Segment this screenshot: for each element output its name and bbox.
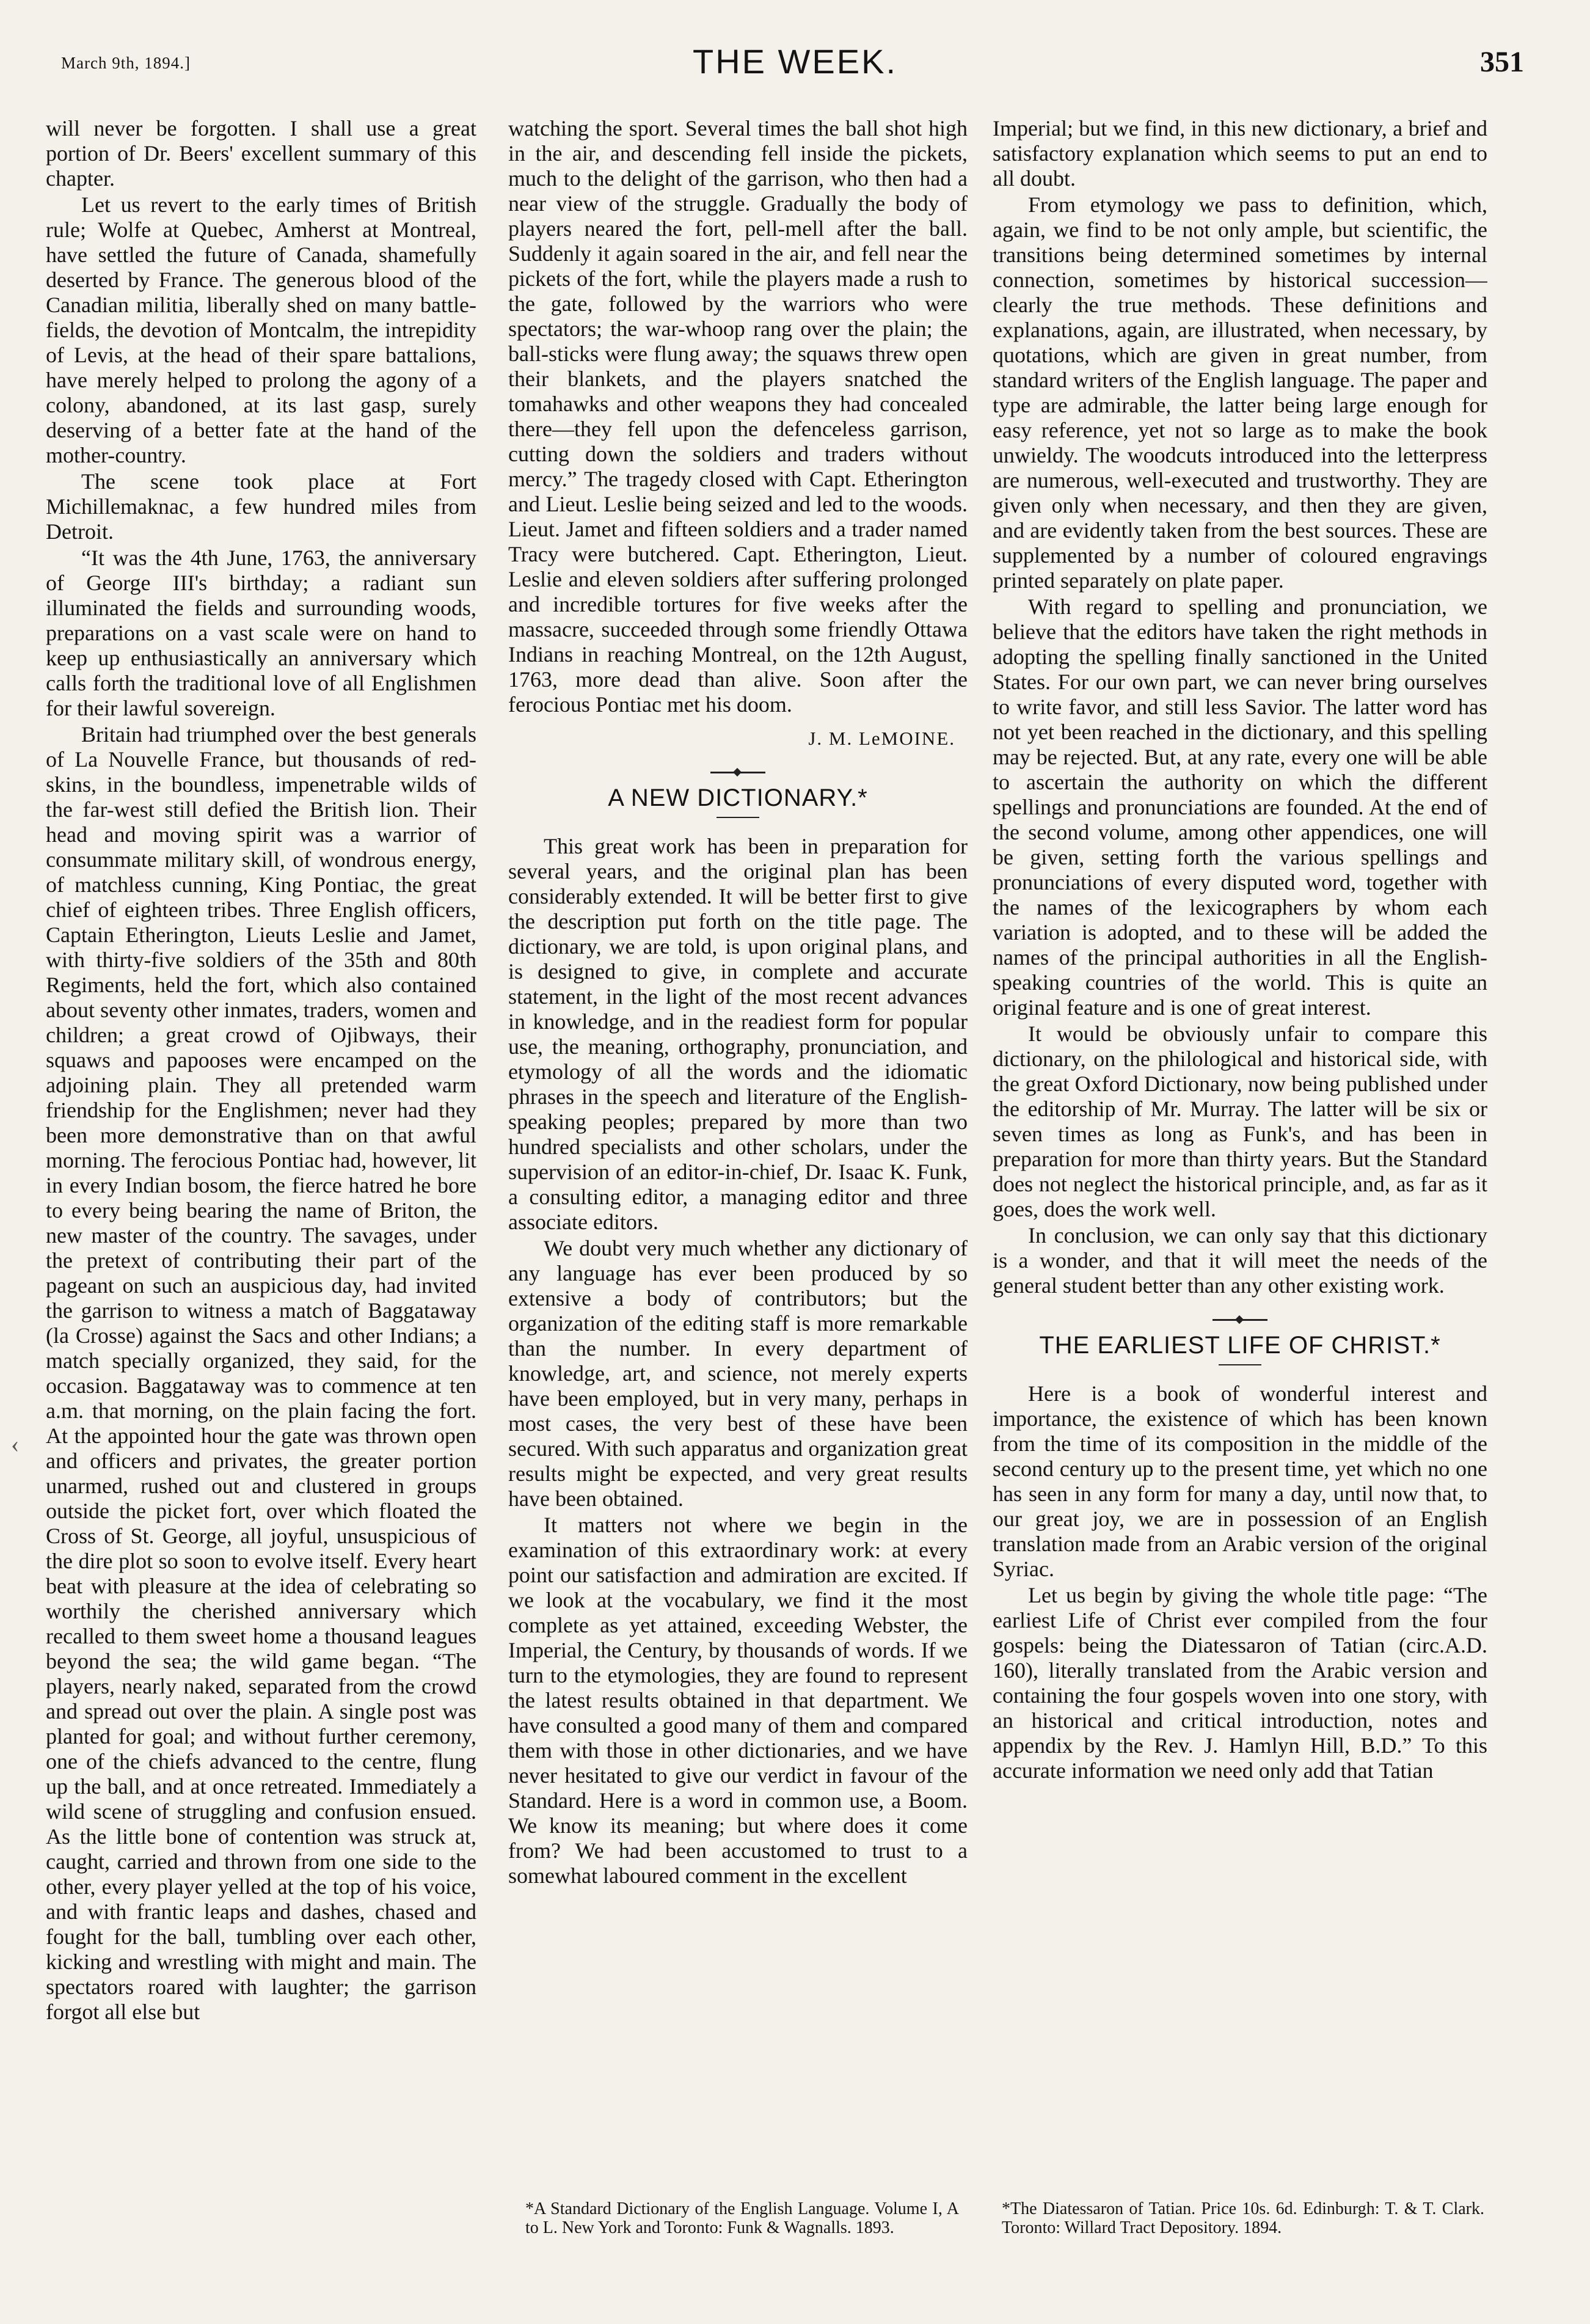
section-title-new-dictionary: A NEW DICTIONARY.* <box>608 784 868 811</box>
paragraph: will never be forgotten. I shall use a great portion of Dr. Beers' excellent summary of this chapter. <box>46 116 476 191</box>
paragraph: Let us revert to the early times of British rule; Wolfe at Quebec, Amherst at Montreal, have settled the future of Canada, shamefully deserted by France. The generous blood of the Canadian militia, liberally shed on many battle-fields, the devotion of Montcalm, the intrepidity of Levis, at the head of their spare battalions, have merely helped to prolong the agony of a colony, abandoned, at its last gasp, surely deserving of a better fate at the hand of the mother-country. <box>46 192 476 467</box>
footnote-dictionary: *A Standard Dictionary of the English Language. Volume I, A to L. New York and Toronto: Funk & Wagnalls. 1893. <box>525 2199 959 2237</box>
paragraph: It would be obviously unfair to compare this dictionary, on the philological and historical side, with the great Oxford Dictionary, now being published under the editorship of Mr. Murray. The latter will be six or seven times as long as Funk's, and has been in preparation for more than thirty years. But the Standard does not neglect the historical principle, and, as far as it goes, does the work well. <box>993 1021 1487 1221</box>
paragraph: Imperial; but we find, in this new dictionary, a brief and satisfactory explanation which seems to put an end to all doubt. <box>993 116 1487 191</box>
paragraph: With regard to spelling and pronunciation, we believe that the editors have taken the right methods in adopting the spelling finally sanctioned in the United States. For our own part, we can never bring ourselves to write favor, and still less Savior. The latter word has not yet been reached in the dictionary, and this spelling may be rejected. But, at any rate, every one will be able to ascertain the authority on which the different spellings and pronunciations are founded. At the end of the second volume, among other appendices, one will be given, setting forth the various spellings and pronunciations of every disputed word, together with the names of the lexicographers by whom each variation is adopted, and to these will be added the names of the principal authorities in all the English-speaking countries of the world. This is quite an original feature and is one of great interest. <box>993 594 1487 1020</box>
masthead-title: THE WEEK. <box>692 42 898 81</box>
paragraph: Britain had triumphed over the best generals of La Nouvelle France, but thousands of red-skins, in the boundless, impenetrable wilds of the far-west still defied the British lion. Their head and moving spirit was a warrior of consummate military skill, of wondrous energy, of matchless cunning, King Pontiac, the great chief of eighteen tribes. Three English officers, Captain Etherington, Lieuts Leslie and Jamet, with thirty-five soldiers of the 35th and 80th Regiments, held the fort, which also contained about seventy other inmates, traders, women and children; a great crowd of Ojibways, their squaws and papooses were encamped on the adjoining plain. They all pretended warm friendship for the Englishmen; never had they been more demonstrative than on that awful morning. The ferocious Pontiac had, however, lit in every Indian bosom, the fierce hatred he bore to every being bearing the name of Briton, the new master of the country. The savages, under the pretext of contributing their part of the pageant on such an auspicious day, had invited the garrison to witness a match of Baggataway (la Crosse) against the Sacs and other Indians; a match specially organized, they said, for the occasion. Baggataway was to commence at ten a.m. that morning, on the plain facing the fort. At the appointed hour the gate was thrown open and officers and privates, the greater portion unarmed, rushed out and clustered in groups outside the picket fort, over which floated the Cross of St. George, all joyful, unsuspicious of the dire plot so soon to evolve itself. Every heart beat with pleasure at the idea of celebrating so worthily the cherished anniversary which recalled to them sweet home a thousand leagues beyond the sea; the wild game began. “The players, nearly naked, separated from the crowd and spread out over the plain. A single post was planted for goal; and without further ceremony, one of the chiefs advanced to the centre, flung up the ball, and at once retreated. Immediately a wild scene of struggling and confusion ensued. As the little bone of contention was struck at, caught, carried and thrown from one side to the other, every player yelled at the top of his voice, and with frantic leaps and dashes, chased and fought for the ball, tumbling over each other, kicking and wrestling with might and main. The spectators roared with laughter; the garrison forgot all else but <box>46 722 476 2024</box>
title-rule <box>1219 1364 1261 1365</box>
author-signature: J. M. LeMOINE. <box>808 728 955 749</box>
paragraph: The scene took place at Fort Michillemaknac, a few hundred miles from Detroit. <box>46 469 476 544</box>
paragraph: It matters not where we begin in the examination of this extraordinary work: at every point our satisfaction and admiration are excited. If we look at the vocabulary, we find it the most complete as yet attained, exceeding Webster, the Imperial, the Century, by thousands of words. If we turn to the etymologies, they are found to represent the latest results obtained in that department. We have consulted a good many of them and compared them with those in other dictionaries, and we have never hesitated to give our verdict in favour of the Standard. Here is a word in common use, a Boom. We know its meaning; but where does it come from? We had been accustomed to trust to a somewhat laboured comment in the excellent <box>508 1513 968 1888</box>
section-title-earliest-life: THE EARLIEST LIFE OF CHRIST.* <box>1039 1332 1441 1359</box>
page-number: 351 <box>1480 46 1524 78</box>
paragraph: “It was the 4th June, 1763, the anniversary of George III's birthday; a radiant sun illuminated the fields and surrounding woods, preparations on a vast scale were on hand to keep up enthusiastically an anniversary which calls forth the traditional love of all Englishmen for their lawful sovereign. <box>46 546 476 720</box>
paragraph: From etymology we pass to definition, which, again, we find to be not only ample, but scientific, the transitions being determined sometimes by internal connection, sometimes by historical succession—clearly the true methods. These definitions and explanations, again, are illustrated, when necessary, by quotations, which are given in great number, from standard writers of the English language. The paper and type are admirable, the latter being large enough for easy reference, yet not so large as to make the book unwieldy. The woodcuts introduced into the letterpress are numerous, well-executed and trustworthy. They are given only when necessary, and then they are given, and are evidently taken from the best sources. These are supplemented by a number of coloured engravings printed separately on plate paper. <box>993 192 1487 593</box>
column-3 <box>993 116 1487 2187</box>
title-rule <box>717 817 759 818</box>
section-divider <box>1213 1319 1267 1321</box>
column-1 <box>46 116 476 2303</box>
column-2 <box>508 116 968 2187</box>
paragraph: In conclusion, we can only say that this dictionary is a wonder, and that it will meet the needs of the general student better than any other existing work. <box>993 1223 1487 1298</box>
section-divider <box>710 772 765 773</box>
paragraph: This great work has been in preparation for several years, and the original plan has been considerably extended. It will be better first to give the description put forth on the title page. The dictionary, we are told, is upon original plans, and is designed to give, in complete and accurate statement, in the light of the most recent advances in knowledge, and in the readiest form for popular use, the meaning, orthography, pronunciation, and etymology of all the words and the idiomatic phrases in the speech and literature of the English-speaking peoples; prepared by more than two hundred specialists and other scholars, under the supervision of an editor-in-chief, Dr. Isaac K. Funk, a consulting editor, a managing editor and three associate editors. <box>508 834 968 1234</box>
paragraph: Let us begin by giving the whole title page: “The earliest Life of Christ ever compiled from the four gospels: being the Diatessaron of Tatian (circ.A.D. 160), literally translated from the Arabic version and containing the four gospels woven into one story, with an historical and critical introduction, notes and appendix by the Rev. J. Hamlyn Hill, B.D.” To this accurate information we need only add that Tatian <box>993 1583 1487 1783</box>
issue-date: March 9th, 1894.] <box>61 54 191 72</box>
paragraph: watching the sport. Several times the ball shot high in the air, and descending fell inside the pickets, much to the delight of the garrison, who then had a near view of the struggle. Gradually the body of players neared the fort, pell-mell after the ball. Suddenly it again soared in the air, and fell near the pickets of the fort, while the players made a rush to the gate, followed by the warriors who were spectators; the war-whoop rang over the plain; the ball-sticks were flung away; the squaws threw open their blankets, and the players snatched the tomahawks and other weapons they had concealed there—they fell upon the defenceless garrison, cutting down the soldiers and traders without mercy.” The tragedy closed with Capt. Etherington and Lieut. Leslie being seized and led to the woods. Lieut. Jamet and fifteen soldiers and a trader named Tracy were butchered. Capt. Etherington, Lieut. Leslie and eleven soldiers after suffering prolonged and incredible tortures for five weeks after the massacre, succeeded through some friendly Ottawa Indians in reaching Montreal, on the 12th August, 1763, more dead than alive. Soon after the ferocious Pontiac met his doom. <box>508 116 968 717</box>
paragraph: We doubt very much whether any dictionary of any language has ever been produced by so extensive a body of contributors; but the organization of the editing staff is more remarkable than the number. In every department of knowledge, art, and science, not merely experts have been employed, but in very many, perhaps in most cases, the very best of these have been secured. With such apparatus and organization great results might be expected, and very great results have been obtained. <box>508 1236 968 1511</box>
margin-mark: ‹ <box>11 1430 20 1458</box>
paragraph: Here is a book of wonderful interest and importance, the existence of which has been known from the time of its composition in the middle of the second century up to the present time, yet which no one has seen in any form for many a day, until now that, to our great joy, we are in possession of an English translation made from an Arabic version of the original Syriac. <box>993 1381 1487 1581</box>
footnote-diatessaron: *The Diatessaron of Tatian. Price 10s. 6d. Edinburgh: T. & T. Clark. Toronto: Willard Tract Depository. 1894. <box>1002 2199 1484 2237</box>
